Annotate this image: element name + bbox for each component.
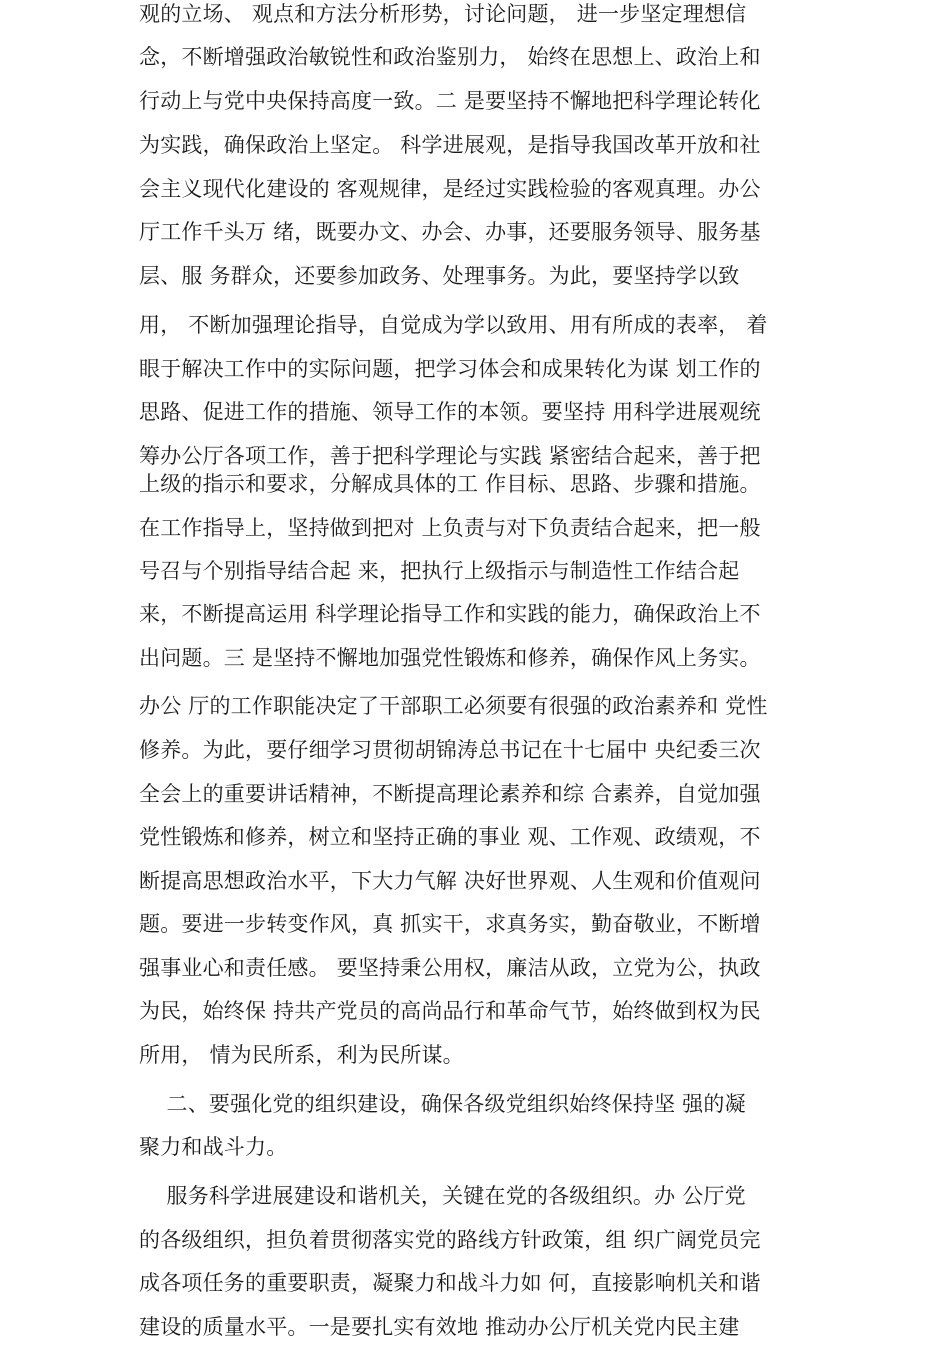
text-line: 的各级组织，担负着贯彻落实党的路线方针政策，组 织广阔党员完 [139,1228,761,1252]
text-line: 所用， 情为民所系，利为民所谋。 [139,1043,464,1067]
text-line: 来，不断提高运用 科学理论指导工作和实践的能力，确保政治上不 [139,602,761,626]
text-line: 强事业心和责任感。 要坚持秉公用权，廉洁从政，立党为公，执政 [139,956,761,980]
text-line: 会主义现代化建设的 客观规律，是经过实践检验的客观真理。办公 [139,177,761,201]
section-heading-line: 二、要强化党的组织建设，确保各级党组织始终保持坚 强的凝 [139,1092,746,1116]
text-line: 行动上与党中央保持高度一致。二 是要坚持不懈地把科学理论转化 [139,89,761,113]
text-line: 修养。为此，要仔细学习贯彻胡锦涛总书记在十七届中 央纪委三次 [139,738,761,762]
text-line: 眼于解决工作中的实际问题，把学习体会和成果转化为谋 划工作的 [139,357,761,381]
text-line: 厅工作千头万 绪，既要办文、办会、办事，还要服务领导、服务基 [139,220,761,244]
text-line: 建设的质量水平。一是要扎实有效地 推动办公厅机关党内民主建 [139,1315,740,1339]
text-line: 出问题。三 是坚持不懈地加强党性锻炼和修养，确保作风上务实。 [139,646,761,670]
text-line: 念，不断增强政治敏锐性和政治鉴别力， 始终在思想上、政治上和 [139,45,761,69]
text-line: 筹办公厅各项工作，善于把科学理论与实践 紧密结合起来，善于把 [139,444,761,468]
text-line: 号召与个别指导结合起 来，把执行上级指示与制造性工作结合起 [139,559,740,583]
section-heading-line: 聚力和战斗力。 [139,1135,288,1159]
text-line: 层、服 务群众，还要参加政务、处理事务。为此，要坚持学以致 [139,264,740,288]
text-line: 题。要进一步转变作风，真 抓实干，求真务实，勤奋敬业，不断增 [139,912,761,936]
text-line: 为民，始终保 持共产党员的高尚品行和革命气节，始终做到权为民 [139,999,761,1023]
text-line: 服务科学进展建设和谐机关，关键在党的各级组织。办 公厅党 [139,1184,746,1208]
text-line: 在工作指导上，坚持做到把对 上负责与对下负责结合起来，把一般 [139,516,761,540]
text-line: 党性锻炼和修养，树立和坚持正确的事业 观、工作观、政绩观，不 [139,825,761,849]
text-line: 成各项任务的重要职责，凝聚力和战斗力如 何，直接影响机关和谐 [139,1271,761,1295]
text-line: 思路、促进工作的措施、领导工作的本领。要坚持 用科学进展观统 [139,400,761,424]
text-line: 观的立场、 观点和方法分析形势，讨论问题， 进一步坚定理想信 [139,2,747,26]
text-line: 上级的指示和要求，分解成具体的工 作目标、思路、步骤和措施。 [139,472,761,496]
text-line: 全会上的重要讲话精神，不断提高理论素养和综 合素养，自觉加强 [139,782,761,806]
text-line: 办公 厅的工作职能决定了干部职工必须要有很强的政治素养和 党性 [139,694,768,718]
text-line: 用， 不断加强理论指导，自觉成为学以致用、用有所成的表率， 着 [139,313,768,337]
text-line: 为实践，确保政治上坚定。 科学进展观，是指导我国改革开放和社 [139,133,761,157]
text-line: 断提高思想政治水平，下大力气解 决好世界观、人生观和价值观问 [139,869,761,893]
